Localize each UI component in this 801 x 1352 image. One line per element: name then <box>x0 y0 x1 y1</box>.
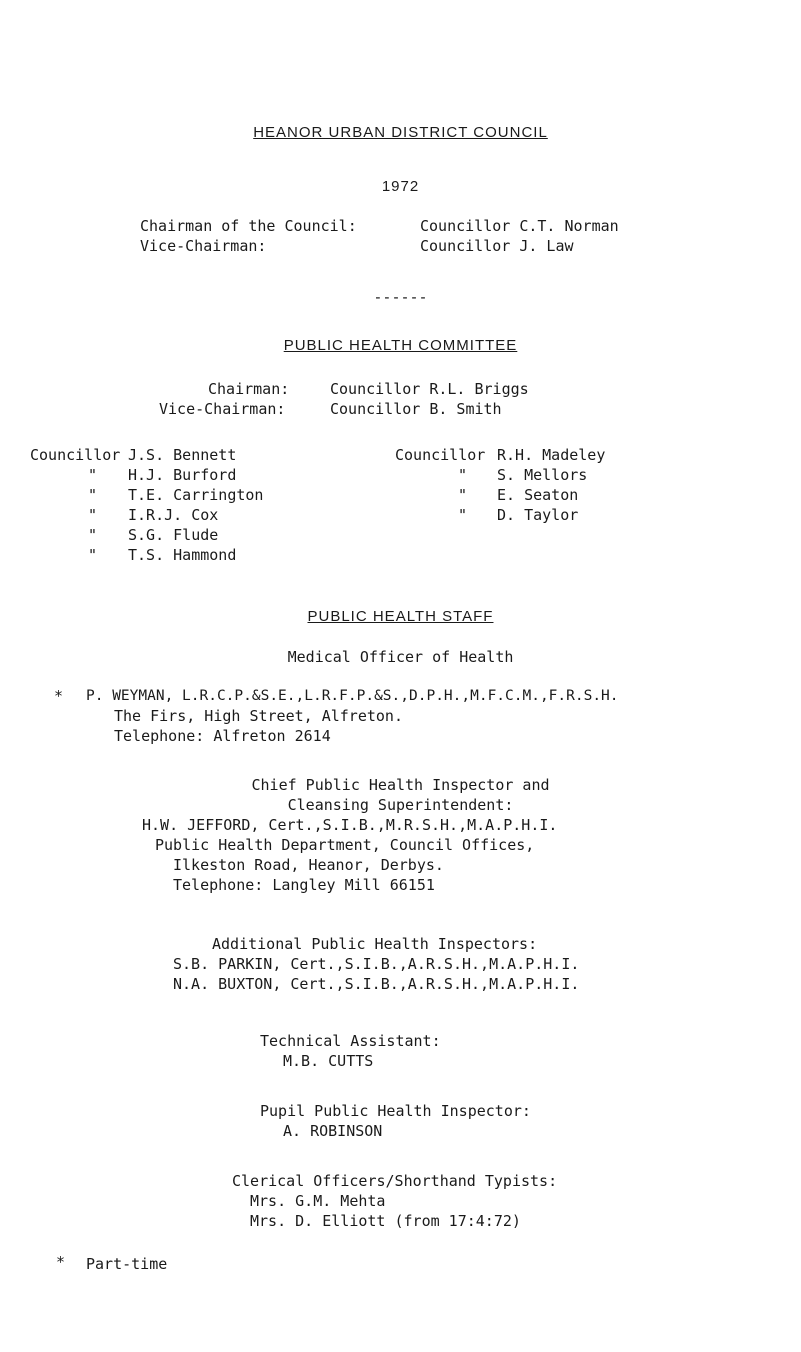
left-councillor-prefix: Councillor <box>30 446 121 464</box>
member-name: I.R.J. Cox <box>128 506 219 524</box>
part-time-marker: * <box>54 687 64 705</box>
committee-vice-name: Councillor B. Smith <box>330 400 502 418</box>
moh-address: The Firs, High Street, Alfreton. <box>114 707 403 725</box>
cphi-title-line-1: Chief Public Health Inspector and <box>251 776 550 794</box>
committee-chairman-label: Chairman: <box>208 380 290 398</box>
pupil-inspector-title: Pupil Public Health Inspector: <box>260 1102 531 1120</box>
year: 1972 <box>381 178 420 195</box>
footnote-marker: * <box>56 1253 66 1271</box>
ditto-mark: " <box>458 486 468 504</box>
ditto-mark: " <box>88 526 98 544</box>
moh-phone: Telephone: Alfreton 2614 <box>114 727 331 745</box>
technical-assistant-title: Technical Assistant: <box>260 1032 441 1050</box>
moh-name: P. WEYMAN, L.R.C.P.&S.E.,L.R.F.P.&S.,D.P.H.,M.F.C.M.,F.R.S.H. <box>86 688 619 704</box>
committee-chairman-name: Councillor R.L. Briggs <box>330 380 529 398</box>
separator: ------ <box>373 288 428 306</box>
ditto-mark: " <box>458 506 468 524</box>
moh-title: Medical Officer of Health <box>287 648 514 666</box>
member-name: J.S. Bennett <box>128 446 237 464</box>
ditto-mark: " <box>88 506 98 524</box>
cphi-name: H.W. JEFFORD, Cert.,S.I.B.,M.R.S.H.,M.A.P.H.I. <box>142 816 558 834</box>
council-vice-name: Councillor J. Law <box>420 237 574 255</box>
committee-title: PUBLIC HEALTH COMMITTEE <box>283 337 518 354</box>
cphi-title-line-2: Cleansing Superintendent: <box>287 796 514 814</box>
council-chairman-name: Councillor C.T. Norman <box>420 217 619 235</box>
council-title: HEANOR URBAN DISTRICT COUNCIL <box>253 124 548 141</box>
council-vice-label: Vice-Chairman: <box>140 237 267 255</box>
member-name: D. Taylor <box>497 506 579 524</box>
member-name: S. Mellors <box>497 466 588 484</box>
ditto-mark: " <box>88 466 98 484</box>
staff-title: PUBLIC HEALTH STAFF <box>307 608 494 625</box>
additional-inspectors-title: Additional Public Health Inspectors: <box>212 935 538 953</box>
additional-inspector: S.B. PARKIN, Cert.,S.I.B.,A.R.S.H.,M.A.P.H.I. <box>173 955 580 973</box>
clerical-officer: Mrs. G.M. Mehta <box>250 1192 386 1210</box>
cphi-phone: Telephone: Langley Mill 66151 <box>173 876 435 894</box>
member-name: E. Seaton <box>497 486 579 504</box>
clerical-title: Clerical Officers/Shorthand Typists: <box>232 1172 558 1190</box>
member-name: T.E. Carrington <box>128 486 264 504</box>
ditto-mark: " <box>88 546 98 564</box>
cphi-address-line-1: Public Health Department, Council Offices, <box>155 836 535 854</box>
member-name: R.H. Madeley <box>497 446 606 464</box>
cphi-address-line-2: Ilkeston Road, Heanor, Derbys. <box>173 856 444 874</box>
technical-assistant-name: M.B. CUTTS <box>283 1052 374 1070</box>
additional-inspector: N.A. BUXTON, Cert.,S.I.B.,A.R.S.H.,M.A.P.H.I. <box>173 975 580 993</box>
footnote-text: Part-time <box>86 1255 168 1273</box>
right-councillor-prefix: Councillor <box>395 446 486 464</box>
committee-vice-label: Vice-Chairman: <box>159 400 286 418</box>
pupil-inspector-name: A. ROBINSON <box>283 1122 383 1140</box>
member-name: H.J. Burford <box>128 466 237 484</box>
member-name: T.S. Hammond <box>128 546 237 564</box>
ditto-mark: " <box>88 486 98 504</box>
member-name: S.G. Flude <box>128 526 219 544</box>
council-chairman-label: Chairman of the Council: <box>140 217 357 235</box>
clerical-officer: Mrs. D. Elliott (from 17:4:72) <box>250 1212 521 1230</box>
ditto-mark: " <box>458 466 468 484</box>
